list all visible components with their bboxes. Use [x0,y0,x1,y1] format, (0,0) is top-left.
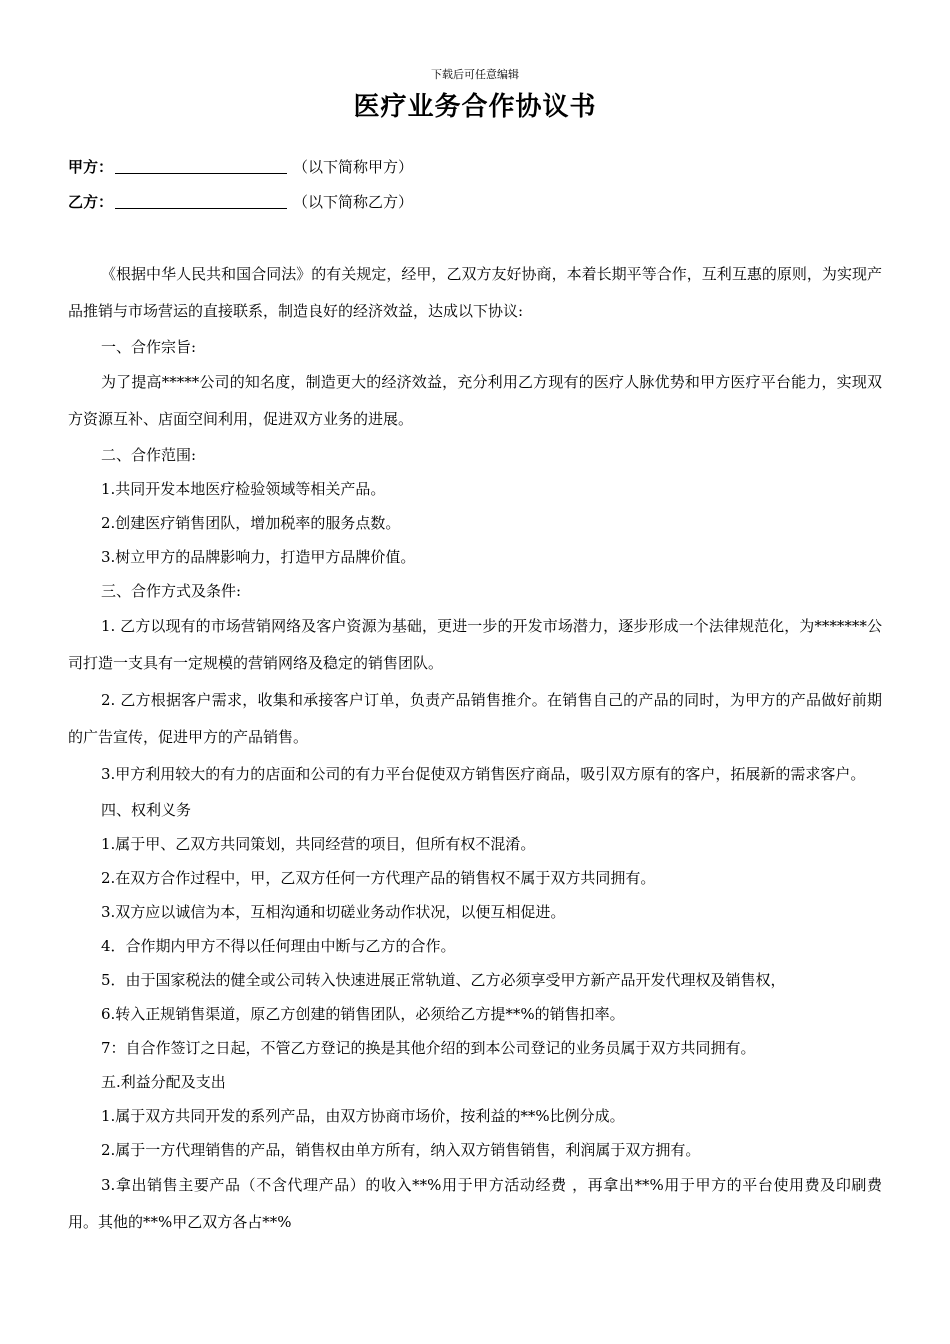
party-a-line [68,156,413,178]
section-1-heading: 一、合作宗旨: [101,338,197,356]
party-a-note: （以下简称甲方） [293,158,414,176]
section-1-paragraph: 为了提高*****公司的知名度，制造更大的经济效益，充分利用乙方现有的医疗人脉优势和甲方医疗平台能力，实现双方资源互补、店面空间利用，促进双方业务的进展。 [68,373,882,428]
section-2-item-3: 3.树立甲方的品牌影响力，打造甲方品牌价值。 [101,548,416,566]
section-5-item-3: 3.拿出销售主要产品（不含代理产品）的收入**%用于甲方活动经费 ，再拿出**%用于甲方的平台使用费及印刷费用。其他的**%甲乙双方各占**% [68,1176,882,1231]
section-2-item-2: 2.创建医疗销售团队，增加税率的服务点数。 [101,514,401,532]
section-3-item-2: 2. 乙方根据客户需求，收集和承接客户订单，负责产品销售推介。在销售自己的产品的同时，为甲方的产品做好前期的广告宣传，促进甲方的产品销售。 [68,691,882,746]
section-4-item-2: 2.在双方合作过程中，甲，乙双方任何一方代理产品的销售权不属于双方共同拥有。 [101,869,656,887]
party-b-label: 乙方： [68,193,114,211]
top-note: 下载后可任意编辑 [431,68,519,81]
agreement-body [68,256,882,1241]
section-3-item-3: 3.甲方利用较大的有力的店面和公司的有力平台促使双方销售医疗商品，吸引双方原有的客户，拓展新的需求客户。 [101,765,866,783]
party-b-line [68,191,413,213]
section-2-heading: 二、合作范围: [101,446,197,464]
party-b-blank [115,192,287,209]
section-4-item-6: 6.转入正规销售渠道，原乙方创建的销售团队，必须给乙方提**%的销售扣率。 [101,1005,625,1023]
document-title: 医疗业务合作协议书 [353,92,597,122]
section-4-item-5: 5．由于国家税法的健全或公司转入快速进展正常轨道、乙方必须享受甲方新产品开发代理权及销售权， [101,971,786,989]
section-4-item-4: 4．合作期内甲方不得以任何理由中断与乙方的合作。 [101,937,456,955]
party-a-label: 甲方： [68,158,114,176]
section-5-item-1: 1.属于双方共同开发的系列产品，由双方协商市场价，按利益的**%比例分成。 [101,1107,625,1125]
party-b-note: （以下简称乙方） [293,193,414,211]
party-a-blank [115,157,287,174]
section-5-item-2: 2.属于一方代理销售的产品，销售权由单方所有，纳入双方销售销售，利润属于双方拥有。 [101,1141,701,1159]
section-4-item-1: 1.属于甲、乙双方共同策划，共同经营的项目，但所有权不混淆。 [101,835,536,853]
section-3-heading: 三、合作方式及条件: [101,582,242,600]
section-4-item-3: 3.双方应以诚信为本，互相沟通和切磋业务动作状况，以便互相促进。 [101,903,566,921]
intro-paragraph: 《根据中华人民共和国合同法》的有关规定，经甲，乙双方友好协商，本着长期平等合作，互利互惠的原则，为实现产品推销与市场营运的直接联系，制造良好的经济效益，达成以下协议: [68,265,882,320]
section-5-heading: 五.利益分配及支出 [101,1073,226,1091]
section-4-item-7: 7：自合作签订之日起，不管乙方登记的换是其他介绍的到本公司登记的业务员属于双方共同拥有。 [101,1039,756,1057]
section-4-heading: 四、权利义务 [101,801,192,819]
section-2-item-1: 1.共同开发本地医疗检验领域等相关产品。 [101,480,386,498]
section-3-item-1: 1. 乙方以现有的市场营销网络及客户资源为基础，更进一步的开发市场潜力，逐步形成一个法律规范化，为*******公司打造一支具有一定规模的营销网络及稳定的销售团队。 [68,617,882,672]
